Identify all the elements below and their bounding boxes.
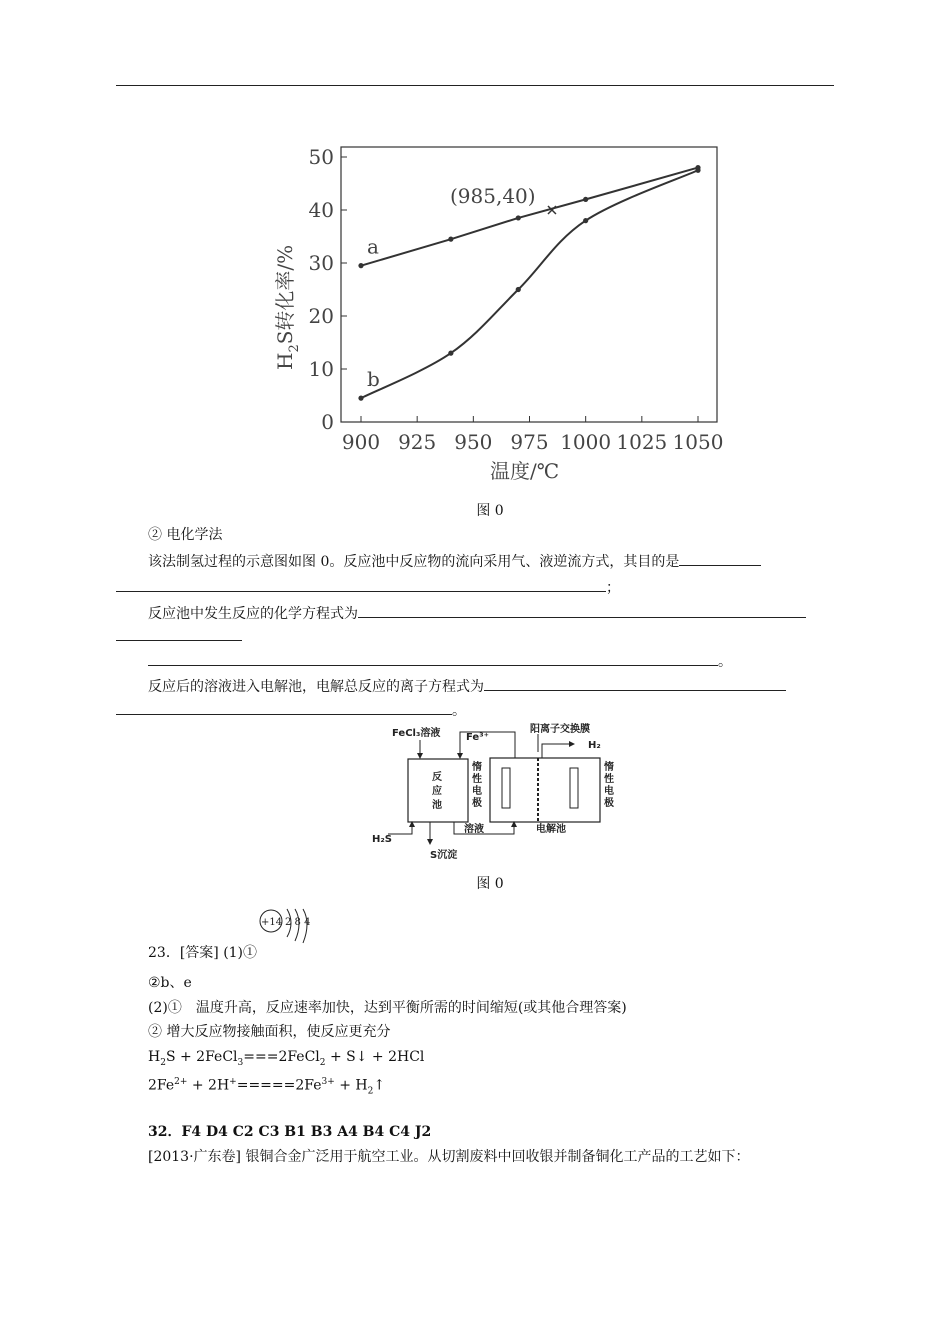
x-tick-label: 1000 bbox=[560, 430, 612, 454]
x-tick-label: 1050 bbox=[672, 430, 724, 454]
para1-end: ； bbox=[606, 580, 620, 596]
solution-flow bbox=[454, 822, 514, 834]
header-rule bbox=[116, 85, 834, 86]
answer-blank-2[interactable] bbox=[358, 603, 806, 618]
y-tick-label: 0 bbox=[321, 410, 334, 434]
equation-2: $2Fe^{2+} + 2H^+=====2Fe^{3+}$ + $H_2↑$ bbox=[148, 1077, 386, 1097]
h2s-flow bbox=[388, 822, 412, 834]
h2s-label: H₂S bbox=[372, 834, 392, 845]
right-electrode bbox=[570, 768, 578, 808]
right-electrode-char-3: 电 bbox=[604, 786, 614, 797]
section-title: ② 电化学法 bbox=[148, 527, 223, 543]
series-a-label: a bbox=[367, 234, 379, 259]
left-electrode-char-4: 极 bbox=[472, 798, 482, 809]
x-axis-label: 温度/℃ bbox=[490, 459, 560, 483]
left-electrode bbox=[502, 768, 510, 808]
question-32-text: [2013·广东卷] 银铜合金广泛用于航空工业。从切割废料中回收银并制备铜化工产品的工艺如下： bbox=[148, 1149, 750, 1165]
equation-1: $H_2S$ + 2FeCl$_3$===2FeCl$_2$ + S↓ + 2HCl bbox=[148, 1049, 425, 1068]
figure-caption-1: 图 0 bbox=[476, 503, 504, 519]
left-electrode-char-1: 惰 bbox=[472, 762, 482, 773]
figure-caption-2: 图 0 bbox=[476, 876, 504, 892]
y-tick-label: 50 bbox=[308, 145, 334, 169]
answer-blank-1[interactable] bbox=[679, 551, 761, 566]
series-b-label: b bbox=[367, 367, 380, 392]
series-b-point bbox=[448, 351, 453, 356]
y-axis-label: $H_2S$转化率/% bbox=[273, 244, 302, 370]
left-electrode-char-2: 性 bbox=[472, 774, 482, 785]
left-electrode-char-3: 电 bbox=[472, 786, 482, 797]
question-32-title: 32．F4 D4 C2 C3 B1 B3 A4 B4 C4 J2 bbox=[148, 1124, 432, 1140]
h2-flow bbox=[542, 744, 574, 758]
answer-blank-2c[interactable] bbox=[148, 651, 718, 666]
x-tick-label: 1025 bbox=[616, 430, 668, 454]
series-b-point bbox=[516, 287, 521, 292]
answer-blank-3[interactable] bbox=[484, 676, 786, 691]
para3-text: 反应后的溶液进入电解池，电解总反应的离子方程式为 bbox=[148, 679, 484, 695]
right-electrode-char-2: 性 bbox=[604, 774, 614, 785]
series-b-point bbox=[695, 168, 700, 173]
question-para-3b bbox=[116, 700, 466, 721]
y-tick-label: 40 bbox=[308, 198, 334, 222]
para3-end: 。 bbox=[452, 703, 466, 719]
question-para-1 bbox=[148, 551, 761, 572]
series-b-point bbox=[358, 396, 363, 401]
right-electrode-char-1: 惰 bbox=[604, 762, 614, 773]
para2-end: 。 bbox=[718, 654, 732, 670]
question-para-2b bbox=[116, 626, 242, 647]
x-tick-label: 900 bbox=[341, 430, 381, 454]
fecl3-label: FeCl₃溶液 bbox=[392, 728, 441, 739]
x-tick-label: 975 bbox=[510, 430, 549, 454]
answer-2: (2)① 温度升高，反应速率加快，达到平衡所需的时间缩短(或其他合理答案) bbox=[148, 1000, 627, 1016]
para2-text: 反应池中发生反应的化学方程式为 bbox=[148, 606, 358, 622]
y-tick-label: 10 bbox=[308, 357, 334, 381]
question-para-2 bbox=[148, 603, 806, 624]
shell-electrons: 2 8 4 bbox=[285, 917, 311, 928]
y-tick-label: 20 bbox=[308, 304, 334, 328]
annotation-label: (985,40) bbox=[450, 184, 536, 208]
reactor-char-2: 应 bbox=[432, 786, 442, 797]
fe3-label: Fe³⁺ bbox=[466, 732, 489, 743]
electrolysis-svg bbox=[360, 722, 620, 862]
series-a-point bbox=[448, 237, 453, 242]
series-a-point bbox=[583, 197, 588, 202]
answer-3: ② 增大反应物接触面积，使反应更充分 bbox=[148, 1024, 391, 1040]
series-a-point bbox=[358, 263, 363, 268]
answer-blank-2b[interactable] bbox=[116, 626, 242, 641]
electrolysis-diagram bbox=[360, 722, 620, 862]
solution-label: 溶液 bbox=[464, 824, 484, 835]
y-tick-label: 30 bbox=[308, 251, 334, 275]
answer-blank-3b[interactable] bbox=[116, 700, 452, 715]
series-a-line bbox=[361, 168, 698, 266]
answer-header: 23．[答案] (1)① bbox=[148, 945, 258, 961]
answer-b: ②b、e bbox=[148, 975, 192, 991]
series-b-point bbox=[583, 218, 588, 223]
question-para-1b bbox=[116, 577, 620, 598]
atom-svg bbox=[255, 907, 325, 947]
x-tick-label: 925 bbox=[398, 430, 437, 454]
question-para-2c bbox=[148, 651, 732, 672]
nucleus-label: +14 bbox=[261, 917, 283, 928]
series-a-point bbox=[516, 215, 521, 220]
para1-text: 该法制氢过程的示意图如图 0。反应池中反应物的流向采用气、液逆流方式，其目的是 bbox=[148, 554, 680, 570]
conversion-chart bbox=[268, 140, 728, 485]
x-tick-label: 950 bbox=[454, 430, 493, 454]
chart-svg bbox=[268, 140, 728, 485]
atom-structure bbox=[255, 907, 325, 947]
s-precip-label: S沉淀 bbox=[430, 850, 458, 861]
answer-blank-1b[interactable] bbox=[116, 577, 606, 592]
right-electrode-char-4: 极 bbox=[604, 798, 614, 809]
membrane-label: 阳离子交换膜 bbox=[530, 724, 590, 735]
electrolyzer-label: 电解池 bbox=[536, 824, 566, 835]
reactor-char-1: 反 bbox=[432, 772, 442, 783]
reactor-char-3: 池 bbox=[432, 800, 442, 811]
h2-out-label: H₂ bbox=[588, 740, 601, 751]
question-para-3 bbox=[148, 676, 786, 697]
